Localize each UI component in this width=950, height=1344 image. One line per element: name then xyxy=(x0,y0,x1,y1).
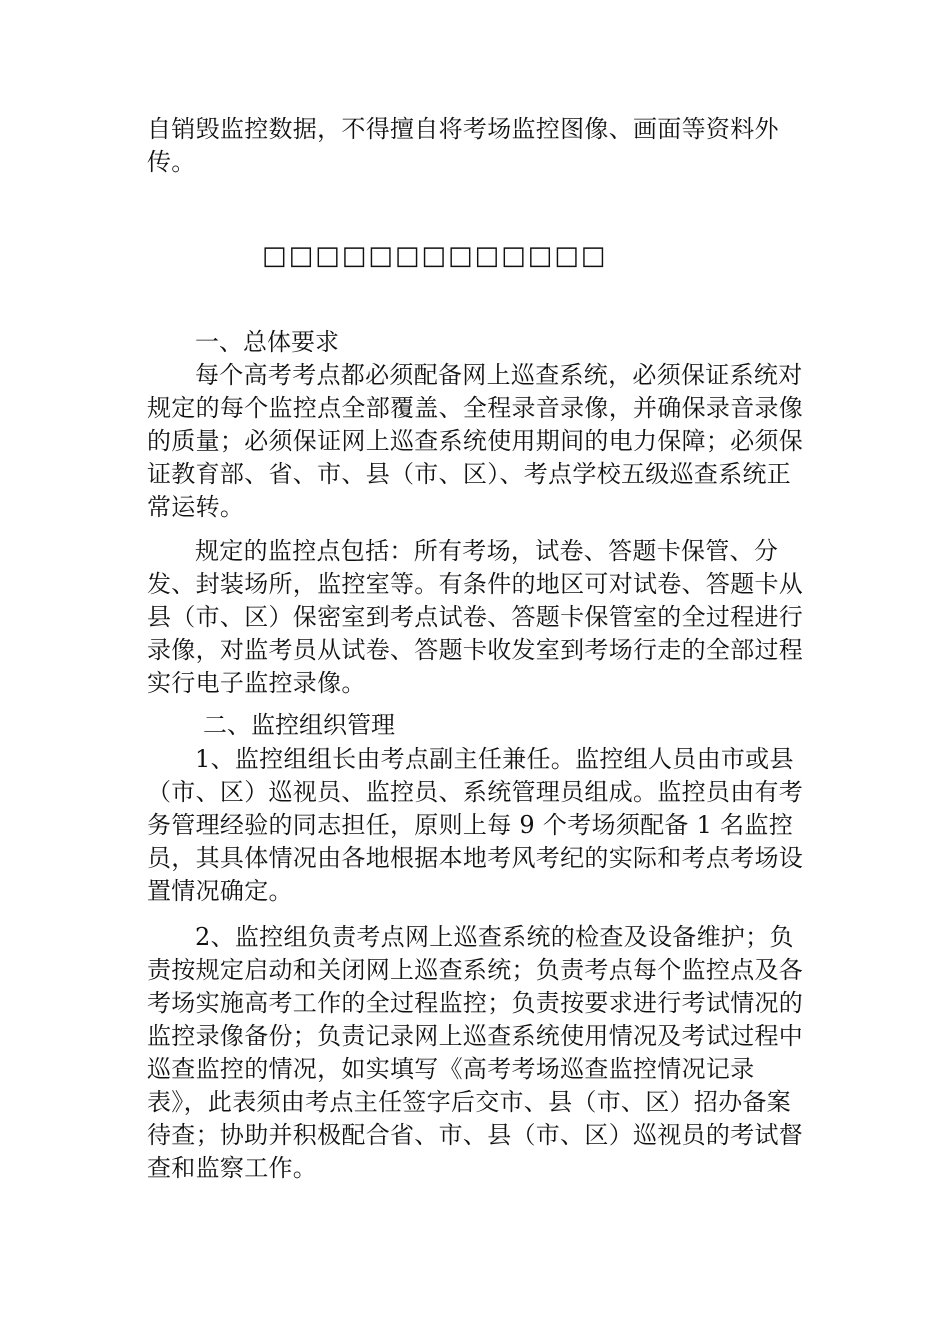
paragraph-general-requirements-1: 每个高考考点都必须配备网上巡查系统，必须保证系统对规定的每个监控点全部覆盖、全程录音录像，并确保录音录像的质量；必须保证网上巡查系统使用期间的电力保障；必须保证教育部、省、市、县（市、区）、考点学校五级巡查系统正常运转。 xyxy=(147,361,804,521)
carryover-paragraph: 自销毁监控数据，不得擅自将考场监控图像、画面等资料外传。 xyxy=(147,115,779,176)
paragraph-general-requirements-2: 规定的监控点包括：所有考场，试卷、答题卡保管、分发、封装场所，监控室等。有条件的地区可对试卷、答题卡从县（市、区）保密室到考点试卷、答题卡保管室的全过程进行录像，对监考员从试卷、答题卡收发室到考场行走的全部过程实行电子监控录像。 xyxy=(147,537,804,697)
section-heading-general-requirements: 一、总体要求 xyxy=(195,328,339,356)
paragraph-monitoring-management-1: 1、监控组组长由考点副主任兼任。监控组人员由市或县（市、区）巡视员、监控员、系统管理员组成。监控员由有考务管理经验的同志担任，原则上每 9 个考场须配备 1 名监控员，其具体情况由各地根据本地考风考纪的实际和考点考场设置情况确定。 xyxy=(147,745,804,905)
paragraph-monitoring-management-2: 2、监控组负责考点网上巡查系统的检查及设备维护；负责按规定启动和关闭网上巡查系统；负责考点每个监控点及各考场实施高考工作的全过程监控；负责按要求进行考试情况的监控录像备份；负责记录网上巡查系统使用情况及考试过程中巡查监控的情况，如实填写《高考考场巡查监控情况记录表》，此表须由考点主任签字后交市、县（市、区）招办备案待查；协助并积极配合省、市、县（市、区）巡视员的考试督查和监察工作。 xyxy=(147,923,804,1182)
section-heading-monitoring-management: 二、监控组织管理 xyxy=(203,711,395,739)
document-title: □□□□□□□□□□□□□ xyxy=(262,241,608,271)
